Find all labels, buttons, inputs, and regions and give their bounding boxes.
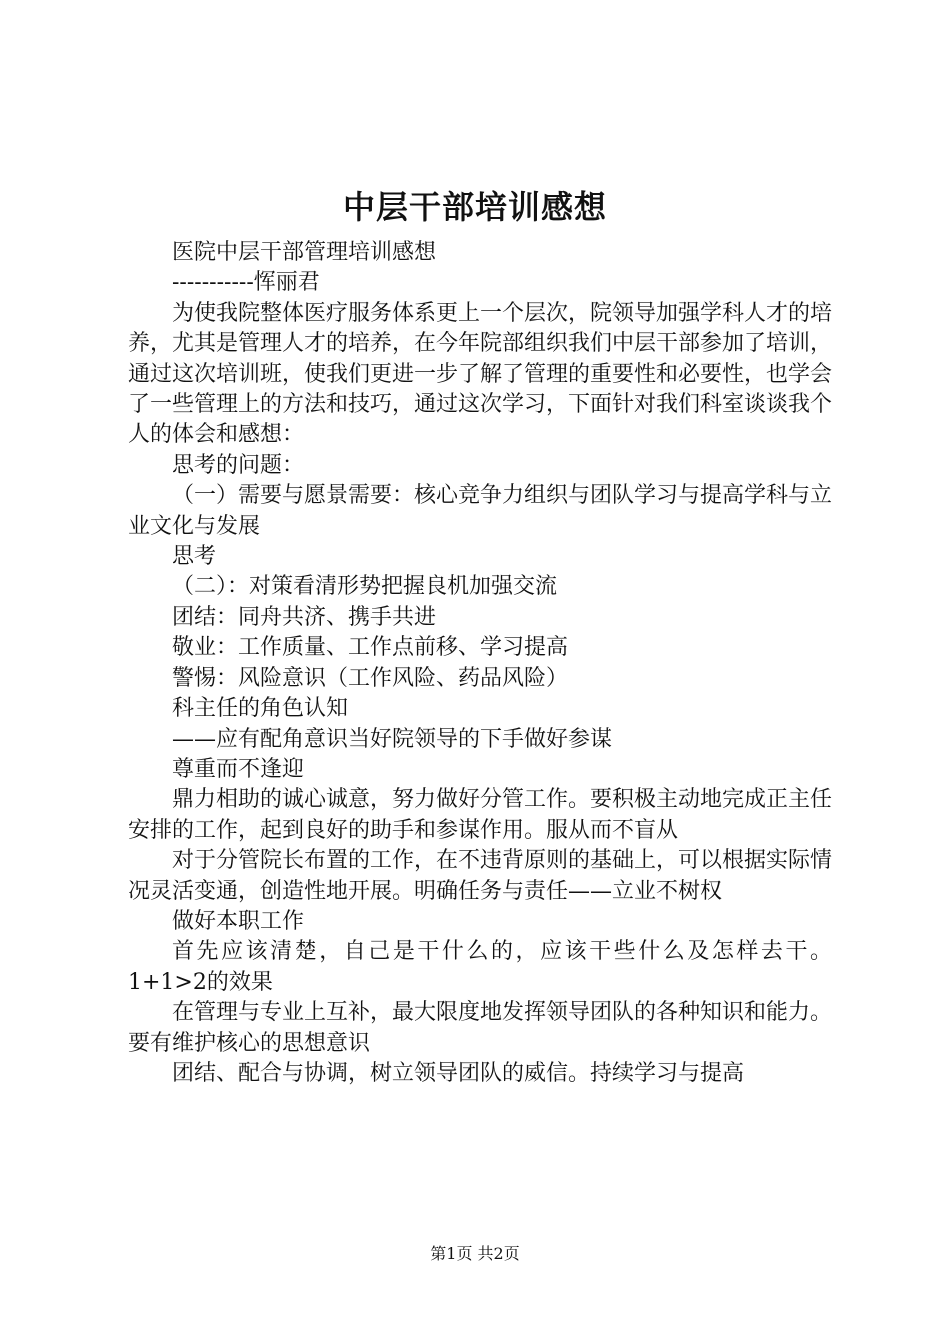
paragraph-intro: 为使我院整体医疗服务体系更上一个层次，院领导加强学科人才的培养，尤其是管理人才的培养，在今年院部组织我们中层干部参加了培训，通过这次培训班，使我们更进一步了解了管理的重要性和必要性，也学会了一些管理上的方法和技巧，通过这次学习，下面针对我们科室谈谈我个人的体会和感想： [128, 300, 833, 448]
paragraph-author: -----------恽丽君 [172, 270, 320, 296]
paragraph-teamwork: 团结、配合与协调，树立领导团队的威信。持续学习与提高 [172, 1060, 745, 1086]
document-body [128, 238, 832, 1089]
paragraph-dedication: 敬业：工作质量、工作点前移、学习提高 [172, 635, 569, 661]
paragraph-section-one: （一）需要与愿景需要：核心竞争力组织与团队学习与提高学科与立业文化与发展 [128, 483, 833, 539]
paragraph-role-heading: 科主任的角色认知 [172, 696, 349, 722]
page-footer: 第1页 共2页 [430, 1244, 520, 1263]
paragraph-subtitle: 医院中层干部管理培训感想 [172, 240, 437, 265]
document-title: 中层干部培训感想 [342, 188, 607, 226]
paragraph-thinking: 思考 [172, 544, 217, 570]
paragraph-complement: 在管理与专业上互补，最大限度地发挥领导团队的各种知识和能力。要有维护核心的思想意识 [128, 1000, 833, 1056]
paragraph-respect: 尊重而不逢迎 [172, 756, 305, 782]
paragraph-duty: 做好本职工作 [172, 908, 305, 934]
paragraph-vigilance: 警惕：风险意识（工作风险、药品风险） [172, 665, 569, 691]
paragraph-unity: 团结：同舟共济、携手共进 [172, 604, 437, 630]
paragraph-section-two: （二）：对策看清形势把握良机加强交流 [172, 574, 558, 600]
paragraph-assist: 鼎力相助的诚心诚意，努力做好分管工作。要积极主动地完成正主任安排的工作，起到良好的助手和参谋作用。服从而不盲从 [128, 787, 833, 843]
paragraph-questions-heading: 思考的问题： [172, 452, 305, 478]
paragraph-clarity: 首先应该清楚，自己是干什么的，应该干些什么及怎样去干。1+1>2的效果 [128, 939, 832, 995]
paragraph-flexibility: 对于分管院长布置的工作，在不违背原则的基础上，可以根据实际情况灵活变通，创造性地开展。明确任务与责任——立业不树权 [128, 848, 833, 904]
paragraph-role-supporting: ——应有配角意识当好院领导的下手做好参谋 [172, 726, 613, 752]
